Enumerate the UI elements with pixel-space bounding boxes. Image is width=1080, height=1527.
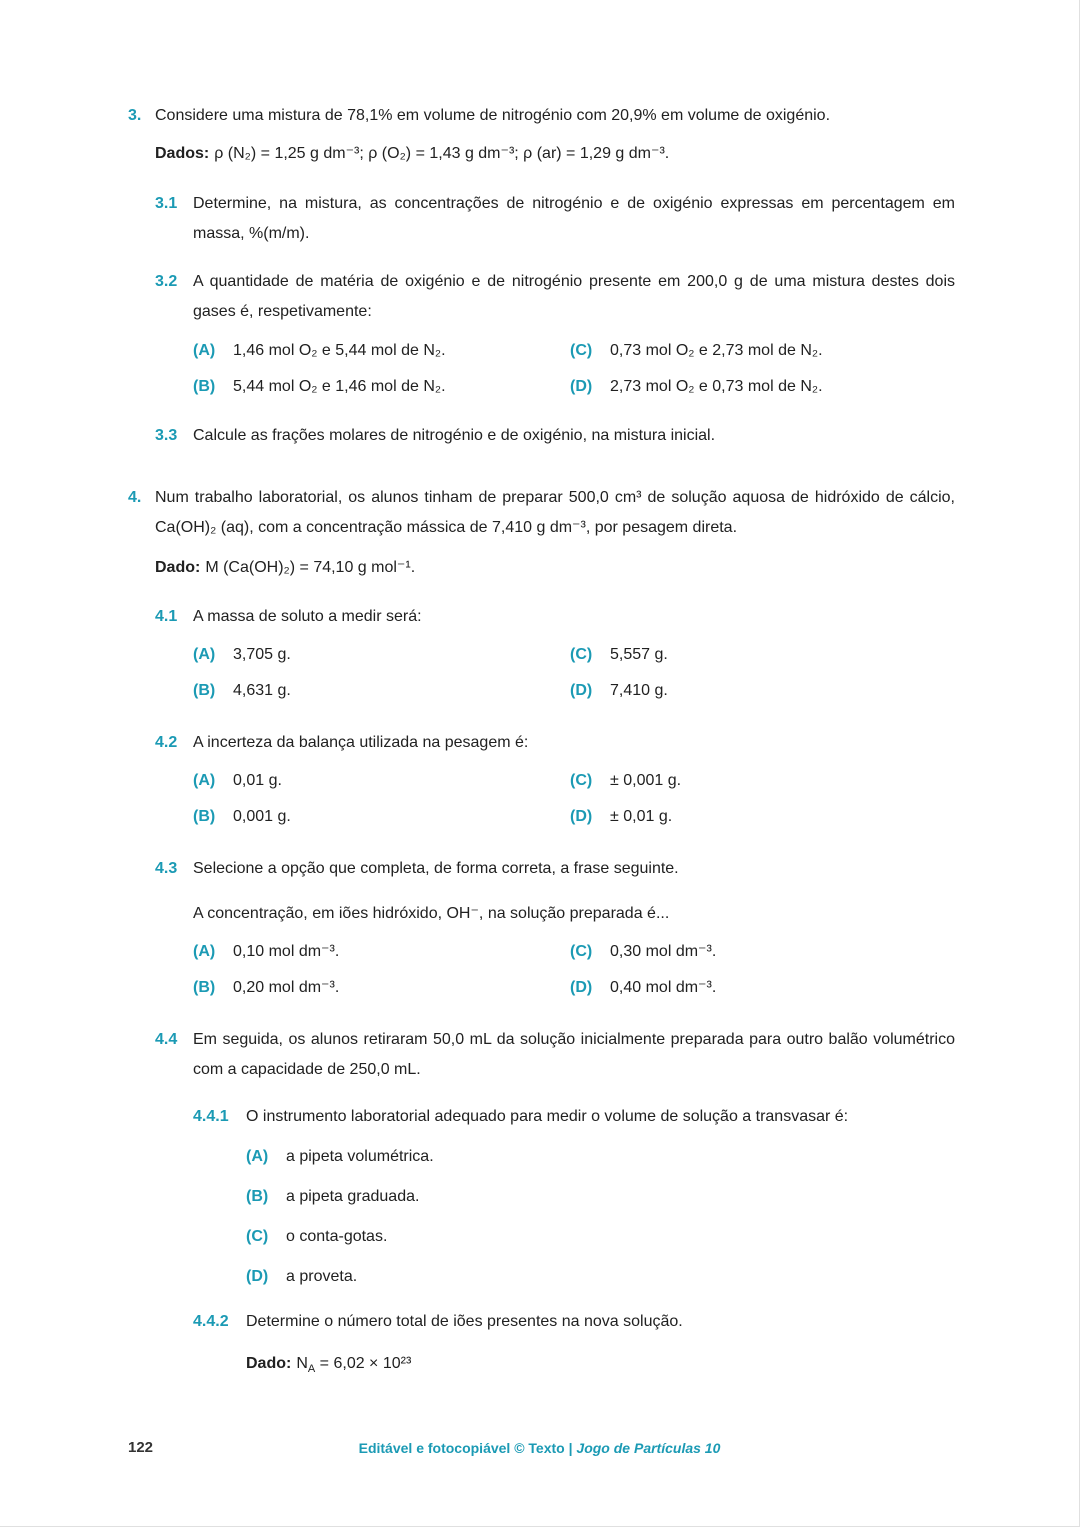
question-4-4-2-number: 4.4.2 — [193, 1313, 229, 1330]
option-b-label: (B) — [193, 808, 216, 825]
question-4-3-text: Selecione a opção que completa, de forma correta, a frase seguinte. — [193, 860, 679, 877]
option-d-label: (D) — [246, 1268, 269, 1285]
option-a-text: 3,705 g. — [233, 646, 291, 663]
option-d — [570, 372, 955, 402]
question-4-1-text: A massa de soluto a medir será: — [193, 608, 422, 625]
question-4-2-text: A incerteza da balança utilizada na pesagem é: — [193, 734, 529, 751]
option-b-label: (B) — [193, 979, 216, 996]
option-d-text: ± 0,01 g. — [610, 808, 673, 825]
option-b-label: (B) — [193, 682, 216, 699]
option-b — [193, 802, 570, 832]
question-3-text: Considere uma mistura de 78,1% em volume de nitrogénio com 20,9% em volume de oxigénio. — [155, 107, 831, 124]
dados-values: ρ (N₂) = 1,25 g dm⁻³; ρ (O₂) = 1,43 g dm⁻³; ρ (ar) = 1,29 g dm⁻³. — [214, 145, 670, 162]
dado-value: = 6,02 × 10²³ — [315, 1355, 412, 1372]
dado-label: Dado: — [246, 1355, 292, 1372]
option-b-label: (B) — [246, 1188, 269, 1205]
option-d — [570, 973, 955, 1003]
option-d-label: (D) — [570, 979, 593, 996]
option-c-label: (C) — [246, 1228, 269, 1245]
dado-symbol-subscript: A — [307, 1363, 316, 1376]
question-4-4-1-number: 4.4.1 — [193, 1108, 229, 1125]
question-4-4-number: 4.4 — [155, 1031, 178, 1048]
option-c-text: 0,30 mol dm⁻³. — [610, 943, 717, 960]
question-4-3-statement: A concentração, em iões hidróxido, OH⁻, na solução preparada é... — [193, 905, 670, 922]
option-d — [246, 1262, 955, 1292]
question-4-3 — [155, 854, 955, 884]
exercise-content — [128, 101, 955, 1400]
option-a-text: 0,01 g. — [233, 772, 282, 789]
question-3-1 — [155, 189, 955, 249]
dado-value: M (Ca(OH)₂) = 74,10 g mol⁻¹. — [205, 559, 416, 576]
dado-label: Dado: — [155, 559, 201, 576]
option-a — [193, 766, 570, 796]
option-c-label: (C) — [570, 772, 593, 789]
option-a-text: a pipeta volumétrica. — [286, 1148, 434, 1165]
question-4-2 — [155, 728, 955, 758]
question-4-4 — [155, 1025, 955, 1085]
question-3-1-number: 3.1 — [155, 195, 178, 212]
option-c-label: (C) — [570, 646, 593, 663]
question-3-2 — [155, 267, 955, 327]
dado-symbol: N — [296, 1355, 308, 1372]
option-b-text: 4,631 g. — [233, 682, 291, 699]
question-4-1-number: 4.1 — [155, 608, 178, 625]
option-a — [246, 1142, 955, 1172]
question-3-1-text: Determine, na mistura, as concentrações de nitrogénio e de oxigénio expressas em percentagem em massa, %(m/m). — [193, 195, 955, 242]
option-a — [193, 336, 570, 366]
question-3-dados — [155, 139, 955, 169]
option-c — [570, 937, 955, 967]
option-c-text: o conta-gotas. — [286, 1228, 388, 1245]
question-4-2-number: 4.2 — [155, 734, 178, 751]
question-3-2-number: 3.2 — [155, 273, 178, 290]
question-4-1-options — [193, 640, 955, 706]
option-b — [246, 1182, 955, 1212]
option-a — [193, 937, 570, 967]
question-4-head — [128, 483, 955, 543]
question-4-text: Num trabalho laboratorial, os alunos tinham de preparar 500,0 cm³ de solução aquosa de hidróxido de cálcio, Ca(OH)₂ (aq), com a concentração mássica de 7,410 g dm⁻³, por pesagem direta. — [155, 489, 955, 536]
option-c-label: (C) — [570, 342, 593, 359]
footer-book-title: Jogo de Partículas 10 — [576, 1440, 721, 1456]
option-d-label: (D) — [570, 682, 593, 699]
question-4-4-1-options — [246, 1142, 955, 1292]
footer-credit-text: Editável e fotocopiável © Texto | — [358, 1440, 577, 1456]
option-d-text: 7,410 g. — [610, 682, 668, 699]
question-4-3-options — [193, 937, 955, 1003]
question-4 — [128, 483, 955, 1384]
option-a-label: (A) — [193, 772, 216, 789]
option-a-text: 0,10 mol dm⁻³. — [233, 943, 340, 960]
option-b-text: 0,20 mol dm⁻³. — [233, 979, 340, 996]
option-a-label: (A) — [193, 646, 216, 663]
question-3-3-number: 3.3 — [155, 427, 178, 444]
page-number: 122 — [128, 1439, 154, 1456]
question-3-head — [128, 101, 955, 131]
option-d-text: a proveta. — [286, 1268, 358, 1285]
question-4-4-1-head — [193, 1102, 955, 1132]
question-4-3-number: 4.3 — [155, 860, 178, 877]
option-a — [193, 640, 570, 670]
dados-label: Dados: — [155, 145, 210, 162]
option-d — [570, 802, 955, 832]
option-a-label: (A) — [246, 1148, 269, 1165]
question-4-2-options — [193, 766, 955, 832]
option-d-text: 2,73 mol O₂ e 0,73 mol de N₂. — [610, 378, 823, 395]
option-c-label: (C) — [570, 943, 593, 960]
question-4-number: 4. — [128, 489, 142, 506]
question-4-4-1 — [193, 1102, 955, 1292]
option-a-label: (A) — [193, 943, 216, 960]
question-4-4-2 — [193, 1307, 955, 1384]
question-4-4-2-text: Determine o número total de iões presentes na nova solução. — [246, 1313, 683, 1330]
option-b-label: (B) — [193, 378, 216, 395]
option-c-text: ± 0,001 g. — [610, 772, 682, 789]
question-4-4-2-head — [193, 1307, 955, 1337]
option-d-label: (D) — [570, 808, 593, 825]
option-c — [570, 640, 955, 670]
option-b — [193, 372, 570, 402]
option-b — [193, 676, 570, 706]
option-b — [193, 973, 570, 1003]
question-3-2-options — [193, 336, 955, 402]
question-4-1 — [155, 602, 955, 632]
option-d-label: (D) — [570, 378, 593, 395]
option-a-label: (A) — [193, 342, 216, 359]
question-4-4-1-text: O instrumento laboratorial adequado para medir o volume de solução a transvasar é: — [246, 1108, 849, 1125]
page-footer — [0, 1438, 1079, 1458]
question-3-2-text: A quantidade de matéria de oxigénio e de nitrogénio presente em 200,0 g de uma mistura destes dois gases é, respetivamente: — [193, 273, 955, 320]
question-4-4-text: Em seguida, os alunos retiraram 50,0 mL da solução inicialmente preparada para outro balão volumétrico com a capacidade de 250,0 mL. — [193, 1031, 955, 1078]
question-3 — [128, 101, 955, 451]
question-4-dado — [155, 553, 955, 583]
option-c — [246, 1222, 955, 1252]
option-a-text: 1,46 mol O₂ e 5,44 mol de N₂. — [233, 342, 446, 359]
option-c-text: 5,557 g. — [610, 646, 668, 663]
footer-credit — [0, 1438, 1079, 1458]
question-3-3 — [155, 421, 955, 451]
option-d-text: 0,40 mol dm⁻³. — [610, 979, 717, 996]
question-3-number: 3. — [128, 107, 142, 124]
option-c — [570, 766, 955, 796]
question-3-3-text: Calcule as frações molares de nitrogénio e de oxigénio, na mistura inicial. — [193, 427, 716, 444]
option-b-text: a pipeta graduada. — [286, 1188, 420, 1205]
option-c — [570, 336, 955, 366]
question-4-4-2-dado — [246, 1349, 955, 1384]
option-b-text: 0,001 g. — [233, 808, 291, 825]
option-b-text: 5,44 mol O₂ e 1,46 mol de N₂. — [233, 378, 446, 395]
option-d — [570, 676, 955, 706]
option-c-text: 0,73 mol O₂ e 2,73 mol de N₂. — [610, 342, 823, 359]
